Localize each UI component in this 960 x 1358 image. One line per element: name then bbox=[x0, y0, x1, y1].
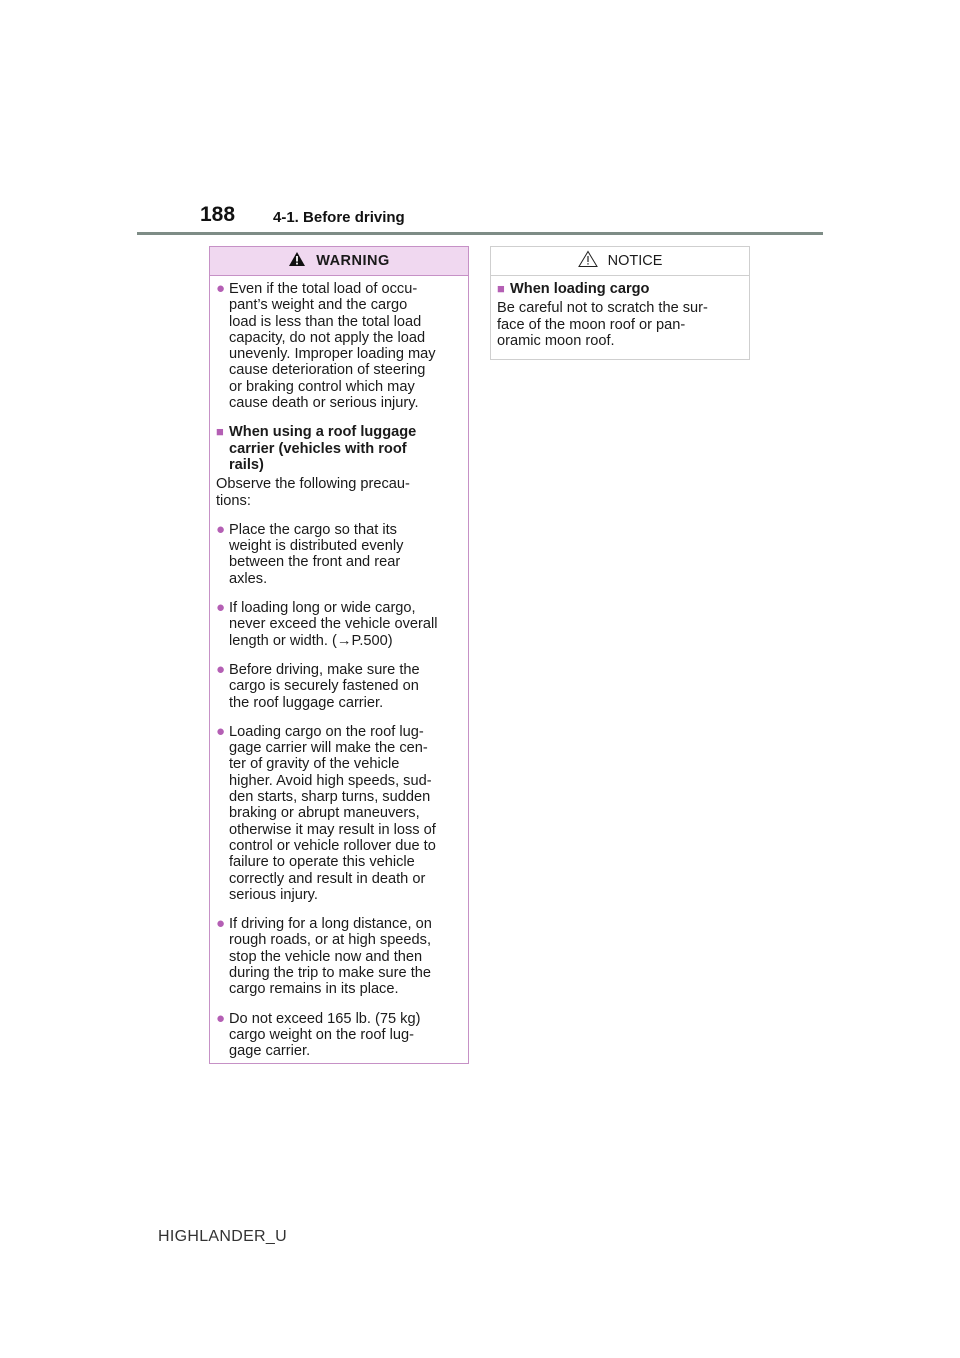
list-item bbox=[216, 1011, 462, 1060]
list-item-text: Loading cargo on the roof lug- gage carrier will make the cen- ter of gravity of the vehicle higher. Avoid high speeds, sud- den starts, sharp turns, sudden braking or abrupt maneuvers, otherwise it may result in loss of control or vehicle rollover due to failure to operate this vehicle correctly and result in death or serious injury. bbox=[229, 723, 436, 903]
section-title: 4-1. Before driving bbox=[273, 209, 405, 226]
warning-title: WARNING bbox=[316, 253, 390, 269]
bullet-icon: ● bbox=[216, 280, 226, 297]
list-item-text: Before driving, make sure the cargo is securely fastened on the roof luggage carrier. bbox=[229, 661, 420, 711]
notice-subheading: ■ When loading cargo bbox=[497, 281, 650, 297]
page-number: 188 bbox=[200, 203, 236, 226]
list-item-text: If loading long or wide cargo, never exceed the vehicle overall length or width. (→P.500) bbox=[229, 600, 438, 649]
warning-box bbox=[209, 246, 469, 1064]
warning-subheading: ■ When using a roof luggage carrier (vehicles with roof rails) bbox=[216, 424, 417, 473]
notice-box bbox=[490, 246, 750, 360]
list-item bbox=[216, 600, 462, 649]
bullet-icon: ● bbox=[216, 1009, 226, 1027]
warning-header bbox=[210, 247, 468, 276]
notice-header bbox=[491, 247, 749, 276]
warning-paragraph: Observe the following precau- tions: bbox=[216, 476, 410, 509]
footer-model: HIGHLANDER_U bbox=[158, 1228, 287, 1245]
list-item bbox=[216, 662, 462, 711]
list-item-text: Do not exceed 165 lb. (75 kg) cargo weight on the roof lug- gage carrier. bbox=[229, 1010, 421, 1060]
bullet-icon: ● bbox=[216, 915, 226, 933]
square-bullet-icon: ■ bbox=[216, 424, 224, 440]
bullet-icon: ● bbox=[216, 520, 226, 538]
list-item-text: Even if the total load of occu- pant’s weight and the cargo load is less than the total load capacity, do not apply the load unevenly. Improper loading may cause deterioration of steering or braking control which may cause death or serious injury. bbox=[229, 281, 436, 412]
list-item bbox=[216, 916, 462, 997]
list-item-text: If driving for a long distance, on rough roads, or at high speeds, stop the vehicle now and then during the trip to make sure the cargo remains in its place. bbox=[229, 916, 432, 998]
list-item bbox=[216, 724, 462, 903]
notice-title: NOTICE bbox=[607, 253, 663, 269]
warning-triangle-icon bbox=[288, 251, 306, 271]
list-item bbox=[216, 522, 462, 587]
bullet-icon: ● bbox=[216, 599, 226, 617]
warning-body bbox=[210, 276, 468, 1059]
header-rule bbox=[137, 232, 823, 235]
bullet-icon: ● bbox=[216, 722, 226, 740]
square-bullet-icon: ■ bbox=[497, 281, 505, 296]
notice-paragraph: Be careful not to scratch the sur- face of the moon roof or pan- oramic moon roof. bbox=[497, 300, 708, 349]
notice-body bbox=[491, 276, 749, 349]
list-item-text: Place the cargo so that its weight is distributed evenly between the front and rear axles. bbox=[229, 521, 404, 587]
notice-triangle-icon bbox=[578, 250, 598, 272]
list-item bbox=[216, 281, 462, 411]
bullet-icon: ● bbox=[216, 660, 226, 678]
